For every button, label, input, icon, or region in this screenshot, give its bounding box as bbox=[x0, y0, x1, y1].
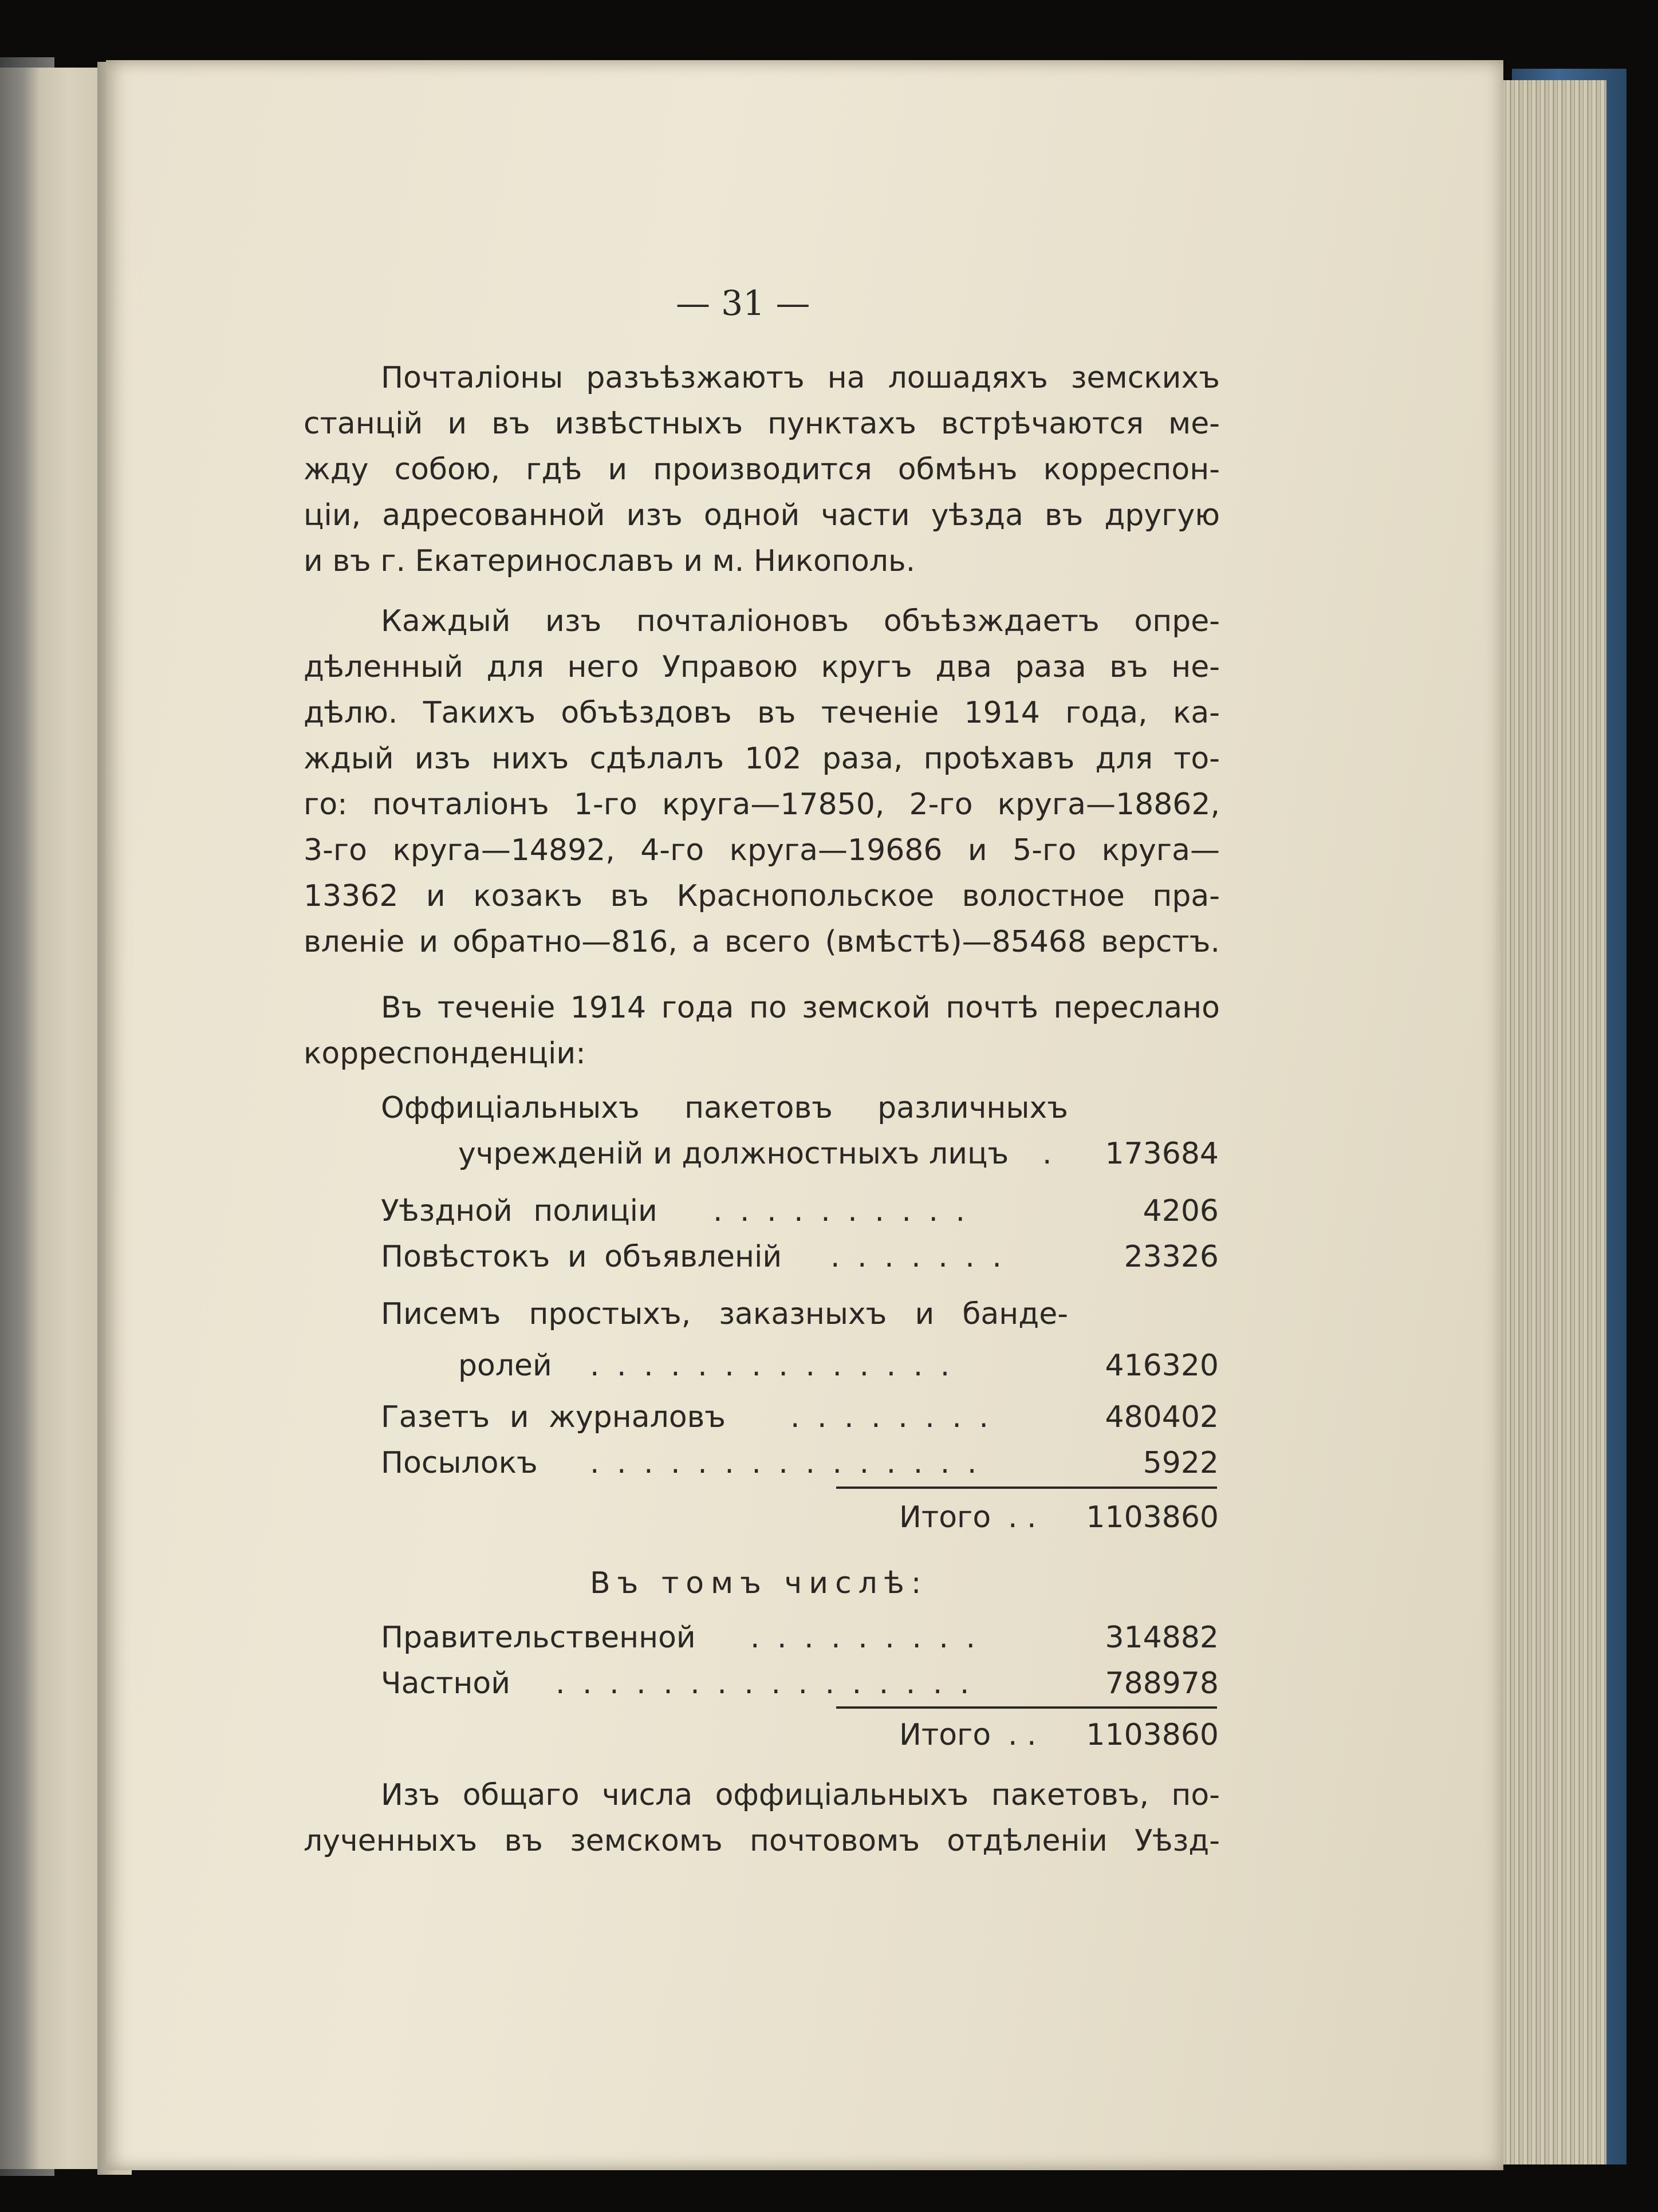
row-value: 5922 bbox=[1143, 1446, 1219, 1480]
row-label: Правительственной bbox=[381, 1620, 696, 1655]
row-value: 480402 bbox=[1105, 1400, 1219, 1434]
row-label: Оффиціальныхъ пакетовъ различныхъ bbox=[381, 1091, 1068, 1125]
total-dots: . . bbox=[1008, 1500, 1037, 1535]
text-line: жду собою, гдѣ и производится обмѣнъ корреспон- bbox=[304, 452, 1220, 487]
row-label: ролей bbox=[458, 1349, 552, 1383]
row-label: Посылокъ bbox=[381, 1446, 538, 1480]
text-line: го: почталіонъ 1-го круга—17850, 2-го круга—18862, bbox=[304, 787, 1220, 822]
row-value: 23326 bbox=[1124, 1240, 1219, 1274]
row-value: 788978 bbox=[1105, 1666, 1219, 1701]
text-line: ціи, адресованной изъ одной части уѣзда въ другую bbox=[304, 498, 1220, 533]
text-line: Изъ общаго числа оффиціальныхъ пакетовъ, по- bbox=[381, 1778, 1220, 1812]
page-number: — 31 — bbox=[676, 283, 810, 324]
row-dots: . bbox=[1042, 1137, 1052, 1171]
row-dots: . . . . . . . . bbox=[790, 1400, 993, 1434]
text-line: вленіе и обратно—816, а всего (вмѣстѣ)—85468 верстъ. bbox=[304, 925, 1220, 959]
left-page-edge bbox=[0, 68, 106, 2169]
text-line: дѣлю. Такихъ объѣздовъ въ теченіе 1914 года, ка- bbox=[304, 696, 1220, 730]
row-dots: . . . . . . . . . . . . . . . bbox=[590, 1446, 981, 1480]
text-line: станцій и въ извѣстныхъ пунктахъ встрѣчаются ме- bbox=[304, 407, 1220, 441]
subheading: Въ томъ числѣ: bbox=[590, 1566, 928, 1600]
total-value: 1103860 bbox=[1086, 1500, 1219, 1535]
text-line: лученныхъ въ земскомъ почтовомъ отдѣленіи Уѣзд- bbox=[304, 1824, 1220, 1858]
row-label: учрежденій и должностныхъ лицъ bbox=[458, 1137, 1009, 1171]
text-line: корреспонденціи: bbox=[304, 1036, 586, 1071]
text-line: Въ теченіе 1914 года по земской почтѣ переслано bbox=[381, 991, 1220, 1025]
row-label: Писемъ простыхъ, заказныхъ и бандe- bbox=[381, 1297, 1068, 1331]
row-value: 4206 bbox=[1143, 1194, 1219, 1228]
sum-rule bbox=[836, 1706, 1217, 1709]
row-dots: . . . . . . . . . bbox=[750, 1620, 979, 1655]
row-label: Уѣздной полиціи bbox=[381, 1194, 657, 1228]
row-label: Повѣстокъ и объявленій bbox=[381, 1240, 782, 1274]
text-line: дѣленный для него Управою кругъ два раза въ не- bbox=[304, 650, 1220, 684]
row-dots: . . . . . . . . . . bbox=[713, 1194, 970, 1228]
row-value: 173684 bbox=[1105, 1137, 1219, 1171]
row-value: 314882 bbox=[1105, 1620, 1219, 1655]
row-label: Газетъ и журналовъ bbox=[381, 1400, 726, 1434]
text-line: ждый изъ нихъ сдѣлалъ 102 раза, проѣхавъ для то- bbox=[304, 742, 1220, 776]
text-line: и въ г. Екатеринославъ и м. Никополь. bbox=[304, 544, 916, 578]
total-dots: . . bbox=[1008, 1718, 1037, 1752]
row-dots: . . . . . . . bbox=[830, 1240, 1006, 1274]
row-dots: . . . . . . . . . . . . . . . . bbox=[556, 1666, 974, 1701]
total-label: Итого bbox=[899, 1718, 991, 1752]
text-line: Почталіоны разъѣзжаютъ на лошадяхъ земскихъ bbox=[381, 361, 1220, 395]
row-value: 416320 bbox=[1105, 1349, 1219, 1383]
row-dots: . . . . . . . . . . . . . . bbox=[590, 1349, 954, 1383]
row-label: Частной bbox=[381, 1666, 511, 1701]
text-line: 13362 и козакъ въ Краснопольское волостное пра- bbox=[304, 879, 1220, 913]
text-line: 3-го круга—14892, 4-го круга—19686 и 5-го круга— bbox=[304, 833, 1220, 868]
text-line: Каждый изъ почталіоновъ объѣзждаетъ опре- bbox=[381, 604, 1220, 638]
sum-rule bbox=[836, 1487, 1217, 1489]
total-value: 1103860 bbox=[1086, 1718, 1219, 1752]
total-label: Итого bbox=[899, 1500, 991, 1535]
